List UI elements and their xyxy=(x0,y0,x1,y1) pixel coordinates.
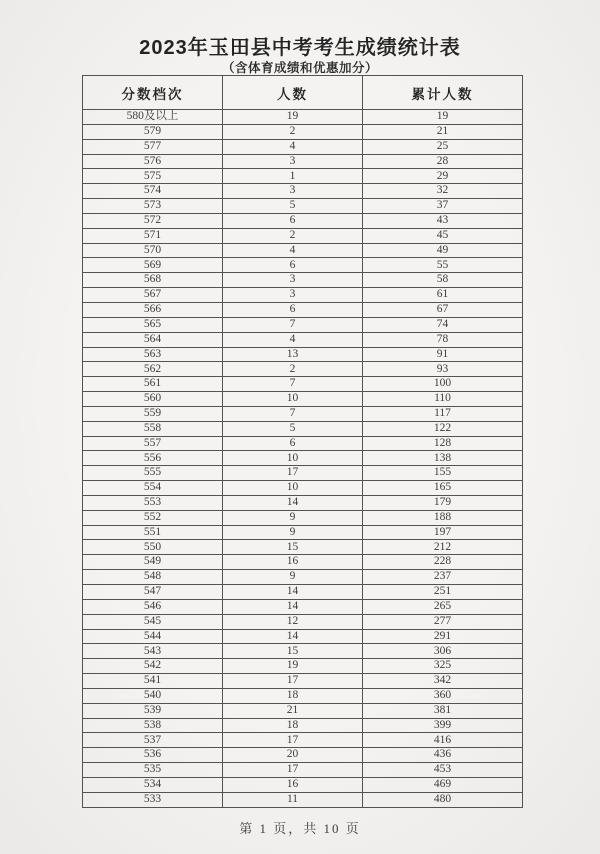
cumulative-count-cell: 265 xyxy=(363,599,523,614)
score-level-cell: 564 xyxy=(83,332,223,347)
table-row xyxy=(83,792,523,807)
score-level-cell: 557 xyxy=(83,436,223,451)
count-cell: 19 xyxy=(223,110,363,125)
score-level-cell: 549 xyxy=(83,555,223,570)
count-cell: 2 xyxy=(223,362,363,377)
count-cell: 7 xyxy=(223,377,363,392)
cumulative-count-cell: 212 xyxy=(363,540,523,555)
score-statistics-table xyxy=(82,75,523,808)
table-row xyxy=(83,629,523,644)
score-level-cell: 550 xyxy=(83,540,223,555)
cumulative-count-cell: 165 xyxy=(363,481,523,496)
cumulative-count-cell: 21 xyxy=(363,124,523,139)
table-row xyxy=(83,555,523,570)
table-row xyxy=(83,273,523,288)
score-level-cell: 571 xyxy=(83,228,223,243)
count-cell: 11 xyxy=(223,792,363,807)
cumulative-count-cell: 197 xyxy=(363,525,523,540)
count-cell: 7 xyxy=(223,406,363,421)
score-level-cell: 580及以上 xyxy=(83,110,223,125)
score-level-cell: 570 xyxy=(83,243,223,258)
score-level-cell: 574 xyxy=(83,184,223,199)
table-row xyxy=(83,718,523,733)
score-level-cell: 545 xyxy=(83,614,223,629)
score-level-cell: 577 xyxy=(83,139,223,154)
count-cell: 3 xyxy=(223,273,363,288)
table-row xyxy=(83,392,523,407)
cumulative-count-cell: 480 xyxy=(363,792,523,807)
table-row xyxy=(83,763,523,778)
count-cell: 10 xyxy=(223,481,363,496)
table-row xyxy=(83,377,523,392)
document-title: 2023年玉田县中考考生成绩统计表 xyxy=(139,37,461,59)
count-cell: 14 xyxy=(223,495,363,510)
cumulative-count-cell: 110 xyxy=(363,392,523,407)
score-level-cell: 539 xyxy=(83,703,223,718)
cumulative-count-cell: 117 xyxy=(363,406,523,421)
score-level-cell: 546 xyxy=(83,599,223,614)
score-level-cell: 542 xyxy=(83,659,223,674)
cumulative-count-cell: 45 xyxy=(363,228,523,243)
cumulative-count-cell: 93 xyxy=(363,362,523,377)
table-row xyxy=(83,213,523,228)
cumulative-count-cell: 325 xyxy=(363,659,523,674)
score-level-cell: 540 xyxy=(83,688,223,703)
score-level-cell: 576 xyxy=(83,154,223,169)
column-header-cumulative-count: 累计人数 xyxy=(363,76,523,110)
page-number-footer: 第 1 页，共 10 页 xyxy=(239,821,361,836)
cumulative-count-cell: 32 xyxy=(363,184,523,199)
cumulative-count-cell: 78 xyxy=(363,332,523,347)
table-row xyxy=(83,495,523,510)
score-level-cell: 547 xyxy=(83,585,223,600)
count-cell: 10 xyxy=(223,392,363,407)
table-row xyxy=(83,659,523,674)
count-cell: 19 xyxy=(223,659,363,674)
score-level-cell: 536 xyxy=(83,748,223,763)
table-row xyxy=(83,317,523,332)
cumulative-count-cell: 55 xyxy=(363,258,523,273)
table-row xyxy=(83,228,523,243)
count-cell: 14 xyxy=(223,599,363,614)
score-level-cell: 572 xyxy=(83,213,223,228)
score-level-cell: 569 xyxy=(83,258,223,273)
count-cell: 16 xyxy=(223,777,363,792)
score-level-cell: 534 xyxy=(83,777,223,792)
count-cell: 6 xyxy=(223,302,363,317)
score-level-cell: 537 xyxy=(83,733,223,748)
score-level-cell: 548 xyxy=(83,570,223,585)
cumulative-count-cell: 29 xyxy=(363,169,523,184)
score-level-cell: 556 xyxy=(83,451,223,466)
cumulative-count-cell: 188 xyxy=(363,510,523,525)
cumulative-count-cell: 138 xyxy=(363,451,523,466)
table-row xyxy=(83,421,523,436)
table-row xyxy=(83,540,523,555)
cumulative-count-cell: 342 xyxy=(363,674,523,689)
table-row xyxy=(83,688,523,703)
table-row xyxy=(83,199,523,214)
count-cell: 4 xyxy=(223,243,363,258)
score-level-cell: 566 xyxy=(83,302,223,317)
cumulative-count-cell: 306 xyxy=(363,644,523,659)
table-row xyxy=(83,362,523,377)
score-table-body xyxy=(83,110,523,808)
column-header-score-level: 分数档次 xyxy=(83,76,223,110)
cumulative-count-cell: 469 xyxy=(363,777,523,792)
score-level-cell: 559 xyxy=(83,406,223,421)
score-level-cell: 541 xyxy=(83,674,223,689)
count-cell: 9 xyxy=(223,570,363,585)
count-cell: 17 xyxy=(223,763,363,778)
table-row xyxy=(83,406,523,421)
count-cell: 4 xyxy=(223,332,363,347)
cumulative-count-cell: 399 xyxy=(363,718,523,733)
count-cell: 9 xyxy=(223,510,363,525)
count-cell: 16 xyxy=(223,555,363,570)
count-cell: 18 xyxy=(223,718,363,733)
count-cell: 10 xyxy=(223,451,363,466)
cumulative-count-cell: 61 xyxy=(363,288,523,303)
count-cell: 21 xyxy=(223,703,363,718)
table-row xyxy=(83,243,523,258)
score-level-cell: 567 xyxy=(83,288,223,303)
count-cell: 6 xyxy=(223,213,363,228)
score-level-cell: 543 xyxy=(83,644,223,659)
cumulative-count-cell: 28 xyxy=(363,154,523,169)
score-level-cell: 575 xyxy=(83,169,223,184)
table-row xyxy=(83,748,523,763)
table-row xyxy=(83,777,523,792)
count-cell: 9 xyxy=(223,525,363,540)
count-cell: 7 xyxy=(223,317,363,332)
table-row xyxy=(83,733,523,748)
score-level-cell: 538 xyxy=(83,718,223,733)
score-level-cell: 579 xyxy=(83,124,223,139)
count-cell: 2 xyxy=(223,124,363,139)
cumulative-count-cell: 74 xyxy=(363,317,523,332)
cumulative-count-cell: 122 xyxy=(363,421,523,436)
cumulative-count-cell: 25 xyxy=(363,139,523,154)
table-row xyxy=(83,184,523,199)
cumulative-count-cell: 277 xyxy=(363,614,523,629)
count-cell: 20 xyxy=(223,748,363,763)
count-cell: 17 xyxy=(223,733,363,748)
cumulative-count-cell: 453 xyxy=(363,763,523,778)
count-cell: 5 xyxy=(223,199,363,214)
count-cell: 14 xyxy=(223,585,363,600)
table-row xyxy=(83,347,523,362)
document-subtitle: （含体育成绩和优惠加分） xyxy=(221,61,378,75)
count-cell: 3 xyxy=(223,288,363,303)
cumulative-count-cell: 155 xyxy=(363,466,523,481)
table-row xyxy=(83,510,523,525)
count-cell: 2 xyxy=(223,228,363,243)
score-level-cell: 551 xyxy=(83,525,223,540)
table-row xyxy=(83,570,523,585)
cumulative-count-cell: 360 xyxy=(363,688,523,703)
table-row xyxy=(83,302,523,317)
cumulative-count-cell: 251 xyxy=(363,585,523,600)
table-row xyxy=(83,110,523,125)
cumulative-count-cell: 100 xyxy=(363,377,523,392)
count-cell: 5 xyxy=(223,421,363,436)
cumulative-count-cell: 237 xyxy=(363,570,523,585)
score-level-cell: 561 xyxy=(83,377,223,392)
table-row xyxy=(83,436,523,451)
count-cell: 6 xyxy=(223,258,363,273)
score-level-cell: 554 xyxy=(83,481,223,496)
count-cell: 14 xyxy=(223,629,363,644)
table-row xyxy=(83,466,523,481)
table-row xyxy=(83,169,523,184)
count-cell: 18 xyxy=(223,688,363,703)
score-level-cell: 553 xyxy=(83,495,223,510)
table-row xyxy=(83,451,523,466)
score-level-cell: 563 xyxy=(83,347,223,362)
count-cell: 6 xyxy=(223,436,363,451)
table-row xyxy=(83,481,523,496)
cumulative-count-cell: 179 xyxy=(363,495,523,510)
table-row xyxy=(83,288,523,303)
cumulative-count-cell: 58 xyxy=(363,273,523,288)
score-level-cell: 533 xyxy=(83,792,223,807)
score-level-cell: 552 xyxy=(83,510,223,525)
score-level-cell: 560 xyxy=(83,392,223,407)
count-cell: 17 xyxy=(223,466,363,481)
count-cell: 3 xyxy=(223,184,363,199)
table-row xyxy=(83,154,523,169)
table-row xyxy=(83,332,523,347)
count-cell: 12 xyxy=(223,614,363,629)
count-cell: 15 xyxy=(223,644,363,659)
score-level-cell: 573 xyxy=(83,199,223,214)
cumulative-count-cell: 381 xyxy=(363,703,523,718)
score-level-cell: 535 xyxy=(83,763,223,778)
count-cell: 17 xyxy=(223,674,363,689)
table-row xyxy=(83,644,523,659)
count-cell: 13 xyxy=(223,347,363,362)
cumulative-count-cell: 436 xyxy=(363,748,523,763)
count-cell: 4 xyxy=(223,139,363,154)
score-level-cell: 555 xyxy=(83,466,223,481)
table-row xyxy=(83,585,523,600)
cumulative-count-cell: 91 xyxy=(363,347,523,362)
table-row xyxy=(83,599,523,614)
table-header-row xyxy=(83,76,523,110)
table-row xyxy=(83,674,523,689)
table-row xyxy=(83,614,523,629)
cumulative-count-cell: 19 xyxy=(363,110,523,125)
cumulative-count-cell: 43 xyxy=(363,213,523,228)
count-cell: 1 xyxy=(223,169,363,184)
column-header-count: 人数 xyxy=(223,76,363,110)
score-level-cell: 562 xyxy=(83,362,223,377)
cumulative-count-cell: 37 xyxy=(363,199,523,214)
table-row xyxy=(83,124,523,139)
cumulative-count-cell: 416 xyxy=(363,733,523,748)
score-level-cell: 565 xyxy=(83,317,223,332)
table-row xyxy=(83,703,523,718)
cumulative-count-cell: 67 xyxy=(363,302,523,317)
count-cell: 3 xyxy=(223,154,363,169)
score-level-cell: 558 xyxy=(83,421,223,436)
cumulative-count-cell: 291 xyxy=(363,629,523,644)
cumulative-count-cell: 49 xyxy=(363,243,523,258)
score-level-cell: 568 xyxy=(83,273,223,288)
table-row xyxy=(83,258,523,273)
table-row xyxy=(83,525,523,540)
score-level-cell: 544 xyxy=(83,629,223,644)
table-row xyxy=(83,139,523,154)
count-cell: 15 xyxy=(223,540,363,555)
cumulative-count-cell: 128 xyxy=(363,436,523,451)
cumulative-count-cell: 228 xyxy=(363,555,523,570)
